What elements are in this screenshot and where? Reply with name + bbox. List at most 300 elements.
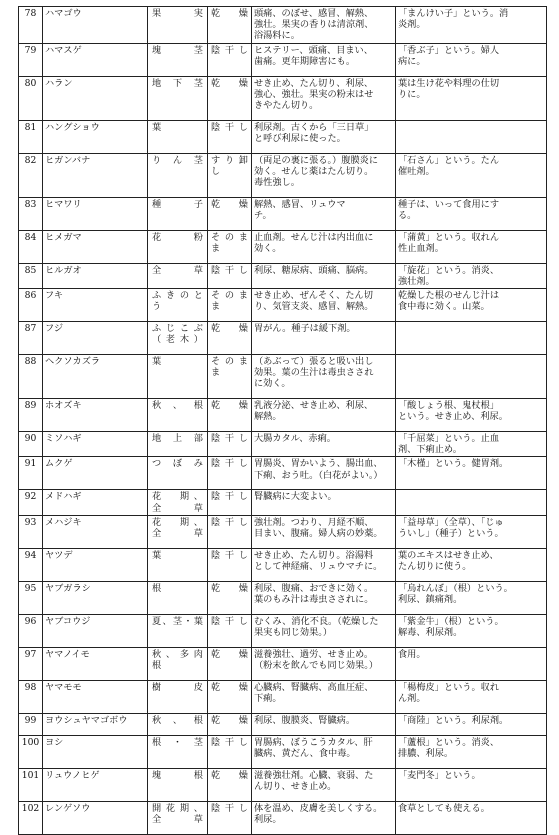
preparation [208,713,252,735]
efficacy-line: ヒステリー、頭痛、目まい、 [254,44,373,56]
used-part-line: 葉 [152,121,162,133]
used-part-line: つぼみ [152,458,203,470]
efficacy [252,768,396,801]
preparation [208,647,252,680]
remarks-line: 「商陸」という。利尿剤。 [398,714,509,726]
plant-name: ヨウシュヤマゴボウ [43,713,148,735]
efficacy-line: 胃腸病、ぼうこうカタル、肝 [254,736,373,748]
preparation-line: 陰干し [211,615,248,627]
remarks-line: る。 [398,209,417,221]
used-part-line: 全 草 [152,814,203,826]
table-row [19,322,547,355]
preparation [208,768,252,801]
table-row [19,581,547,614]
plant-name: ヤツデ [43,548,148,581]
used-part-line: （老木） [152,334,203,346]
entry-number: 90 [19,432,43,457]
efficacy [252,197,396,230]
preparation-line: 乾 燥 [211,769,248,781]
remarks-line: ん剤。 [398,693,426,705]
remarks-line: 剤、下痢止め。 [398,444,462,456]
used-part [148,735,208,768]
remarks-line: ういし」（種子）という。 [398,528,504,540]
efficacy-line: （両足の裏に張る。）腹膜炎に [254,154,379,166]
plant-name: ハマスゲ [43,43,148,76]
used-part [148,581,208,614]
remarks [396,355,547,399]
plant-name: ヨシ [43,735,148,768]
efficacy-line: 臓病、黄だん、食中毒。 [254,748,356,760]
used-part-line: 地上部 [152,433,203,445]
used-part-line: 根 [152,582,162,594]
remarks-line: りに。 [398,88,426,100]
remarks [396,490,547,515]
remarks-line: 性止血剤。 [398,242,444,254]
entry-number: 101 [19,768,43,801]
efficacy-line: 下痢、おう吐。（白花がよい。） [254,469,383,481]
table-row [19,515,547,548]
remarks [396,647,547,680]
remarks [396,768,547,801]
used-part-line: 開花期、 [152,802,203,814]
efficacy-line: 下痢。 [254,693,282,705]
efficacy-line: 毒性強し。 [254,177,300,189]
used-part-line: 花 期、 [152,516,203,528]
table-row [19,263,547,288]
table-row [19,7,547,44]
preparation [208,548,252,581]
table-row [19,289,547,322]
efficacy-line: 利尿、糖尿病、頭痛、脳病。 [254,264,374,276]
preparation-line: 陰干し [211,433,248,445]
used-part-line: 葉 [152,356,162,368]
remarks-line: 食用。 [398,648,426,660]
entry-number: 83 [19,197,43,230]
preparation-line: 陰干し [211,121,248,133]
preparation-line: 陰干し [211,491,248,503]
preparation-line: 乾 燥 [211,323,248,335]
used-part [148,322,208,355]
table-row [19,647,547,680]
efficacy-line: 体を温め、皮膚を美しくする。 [254,802,383,814]
efficacy [252,289,396,322]
remarks [396,713,547,735]
preparation-line: 陰干し [211,802,248,814]
remarks-line: 解毒、利尿剤。 [398,627,463,639]
efficacy-line: 止血剤。せんじ汁は内出血に [254,231,374,243]
plant-name: メハジキ [43,515,148,548]
plant-name: ヒマワリ [43,197,148,230]
preparation [208,7,252,44]
efficacy [252,7,396,44]
efficacy-line: （粉末を飲んでも同じ効果。） [254,660,379,672]
preparation-line: ま [211,367,221,379]
used-part [148,7,208,44]
preparation [208,680,252,713]
remarks-line: 「麦門冬」という。 [398,769,481,781]
table-row [19,432,547,457]
efficacy [252,548,396,581]
efficacy [252,490,396,515]
efficacy-line: 利尿、腹膜炎、腎臓病。 [254,714,356,726]
remarks-line: 催吐剤。 [398,165,435,177]
remarks-line: 病に。 [398,55,426,67]
table-row [19,490,547,515]
remarks [396,197,547,230]
used-part [148,355,208,399]
efficacy [252,680,396,713]
used-part [148,801,208,834]
used-part [148,76,208,120]
used-part-line: 根 [152,660,162,672]
preparation [208,263,252,288]
preparation-line: 乾 燥 [211,582,248,594]
used-part-line: 秋、多肉 [152,648,203,660]
efficacy-line: 腎臓病に大変よい。 [254,491,337,503]
table-row [19,735,547,768]
table-row [19,197,547,230]
preparation-line: そのま [211,290,248,302]
used-part [148,153,208,197]
efficacy [252,322,396,355]
preparation-line: 陰干し [211,264,248,276]
efficacy-line: 浴湯料に。 [254,30,300,42]
plant-name: ヒルガオ [43,263,148,288]
efficacy-line: 強壮。果実の香りは清涼剤、 [254,19,374,31]
remarks-line: 「蒲黄」という。収れん [398,231,500,243]
preparation [208,457,252,490]
used-part-line: りん茎 [152,154,203,166]
table-row [19,355,547,399]
efficacy [252,713,396,735]
used-part-line: 地下茎 [152,77,203,89]
remarks [396,322,547,355]
efficacy [252,399,396,432]
table-row [19,768,547,801]
efficacy-line: 葉のもみ汁は毒虫さされに。 [254,594,374,606]
preparation-line: 陰干し [211,458,248,470]
efficacy-line: 歯痛。更年期障害にも。 [254,55,356,67]
remarks-line: 「酸しょう根、鬼杖根」 [398,400,500,412]
preparation-line: ま [211,301,221,313]
remarks-line: 炎剤。 [398,19,426,31]
entry-number: 91 [19,457,43,490]
preparation-line: そのま [211,231,248,243]
table-row [19,548,547,581]
efficacy-line: 大腸カタル、赤痢。 [254,433,336,445]
remarks-line: 「旋花」という。消炎、 [398,264,500,276]
used-part [148,548,208,581]
used-part-line: 全 草 [152,528,203,540]
used-part-line: 樹 皮 [152,681,203,693]
remarks [396,735,547,768]
remarks-line: 排膿、利尿。 [398,748,454,760]
remarks-line: 「千屈菜」という。止血 [398,433,500,445]
efficacy-line: むくみ、消化不良。（乾燥した [254,615,379,627]
preparation [208,432,252,457]
plant-name: フキ [43,289,148,322]
entry-number: 96 [19,614,43,647]
efficacy-line: 果実も同じ効果。） [254,627,333,639]
efficacy-line: 目まい、腹痛。婦人病の妙薬。 [254,528,383,540]
remarks-line: 「蘆根」という。消炎、 [398,736,500,748]
preparation [208,490,252,515]
used-part [148,680,208,713]
entry-number: 85 [19,263,43,288]
efficacy-line: 解熱。 [254,411,282,423]
table-row [19,457,547,490]
used-part-line: ふきのと [152,290,203,302]
preparation-line: 陰干し [211,736,248,748]
used-part-line: 葉 [152,549,162,561]
efficacy [252,432,396,457]
preparation [208,735,252,768]
preparation-line: 乾 燥 [211,8,248,19]
used-part-line: 全 草 [152,502,203,514]
plant-name: ヒガンバナ [43,153,148,197]
entry-number: 88 [19,355,43,399]
efficacy-line: と呼び利尿に使った。 [254,132,346,144]
preparation-line: 陰干し [211,549,248,561]
remarks [396,43,547,76]
preparation [208,322,252,355]
preparation [208,801,252,834]
remarks-line: 種子は、いって食用にす [398,198,500,210]
entry-number: 93 [19,515,43,548]
plant-name: フジ [43,322,148,355]
efficacy-line: 心臓病、腎臓病、高血圧症、 [254,681,374,693]
remarks [396,457,547,490]
used-part [148,614,208,647]
preparation [208,614,252,647]
remarks-line: 強壮剤。 [398,275,435,287]
used-part-line: 根・茎 [152,736,203,748]
remarks [396,680,547,713]
efficacy-line: 滋養強壮、過労、せき止め。 [254,648,374,660]
preparation-line: 乾 燥 [211,400,248,412]
preparation-line: そのま [211,356,248,368]
remarks [396,548,547,581]
entry-number: 84 [19,230,43,263]
preparation-line: 陰干し [211,44,248,56]
efficacy-line: せき止め、たん切り、利尿、 [254,77,374,89]
table-row [19,76,547,120]
used-part-line: 秋、根 [152,714,203,726]
used-part [148,515,208,548]
preparation-line: 乾 燥 [211,714,248,726]
preparation [208,230,252,263]
used-part [148,399,208,432]
preparation [208,43,252,76]
efficacy [252,515,396,548]
remarks-line: 葉は生け花や料理の仕切 [398,77,500,89]
used-part [148,647,208,680]
efficacy [252,581,396,614]
used-part-line: 果 実 [152,8,203,19]
preparation [208,289,252,322]
table-row [19,230,547,263]
efficacy-line: せき止め、ぜんそく、たん切 [254,290,373,302]
efficacy [252,647,396,680]
remarks-line: 利尿、鎮痛剤。 [398,594,463,606]
plant-name: メドハギ [43,490,148,515]
table-row [19,713,547,735]
preparation-line: すり卸 [211,154,248,166]
efficacy-line: に効く。 [254,378,291,390]
herb-table-body [19,7,547,835]
efficacy-line: 効く。せんじ薬はたん切り。 [254,165,374,177]
remarks [396,153,547,197]
efficacy [252,263,396,288]
efficacy-line: 胃がん。種子は緩下剤。 [254,323,356,335]
used-part [148,230,208,263]
efficacy-line: ん切り、せき止め。 [254,781,337,793]
used-part [148,43,208,76]
preparation [208,515,252,548]
efficacy-line: として神経痛、リュウマチに。 [254,561,383,573]
used-part-line: 花 粉 [152,231,203,243]
plant-name: リュウノヒゲ [43,768,148,801]
efficacy [252,735,396,768]
remarks [396,581,547,614]
entry-number: 98 [19,680,43,713]
preparation-line: 乾 燥 [211,648,248,660]
efficacy-line: 効果。葉の生汁は毒虫さされ [254,367,374,379]
used-part-line: 秋、根 [152,400,203,412]
used-part-line: ふじこぶ [152,323,203,335]
efficacy-line: 強心、強壮。果実の粉末はせ [254,88,374,100]
preparation [208,197,252,230]
used-part-line: う [152,301,162,313]
herb-table [18,6,547,835]
remarks-line: 食草としても使える。 [398,802,490,814]
remarks [396,432,547,457]
preparation [208,120,252,153]
remarks-line: 「木槿」という。健胃剤。 [398,458,509,470]
plant-name: ヘクソカズラ [43,355,148,399]
efficacy [252,43,396,76]
used-part [148,713,208,735]
preparation-line: 乾 燥 [211,681,248,693]
entry-number: 78 [19,7,43,44]
used-part [148,289,208,322]
preparation [208,355,252,399]
preparation-line: し [211,165,221,177]
efficacy [252,614,396,647]
efficacy-line: せき止め、たん切り。浴湯料 [254,549,374,561]
entry-number: 102 [19,801,43,834]
plant-name: ミソハギ [43,432,148,457]
remarks-line: 「香ぶ子」という。婦人 [398,44,500,56]
entry-number: 81 [19,120,43,153]
used-part-line: 花 期、 [152,491,203,503]
table-row [19,614,547,647]
remarks-line: 「楊梅皮」という。収れ [398,681,500,693]
table-row [19,153,547,197]
entry-number: 100 [19,735,43,768]
efficacy-line: り、気管支炎、感冒、解熱。 [254,301,374,313]
remarks [396,76,547,120]
remarks [396,289,547,322]
efficacy-line: 利尿剤。古くから「三日草」 [254,121,374,133]
entry-number: 94 [19,548,43,581]
efficacy-line: 利尿、腹痛、おできに効く。 [254,582,374,594]
preparation-line: ま [211,242,221,254]
preparation-line: 乾 燥 [211,198,248,210]
preparation [208,153,252,197]
table-row [19,680,547,713]
efficacy-line: 強壮剤。つわり、月経不順、 [254,516,374,528]
plant-name: ホオズキ [43,399,148,432]
remarks-line: 「益母草」（全草）、「じゅ [398,516,504,528]
efficacy-line: チ。 [254,209,272,221]
entry-number: 97 [19,647,43,680]
plant-name: レンゲソウ [43,801,148,834]
preparation-line: 陰干し [211,516,248,528]
efficacy [252,457,396,490]
remarks [396,399,547,432]
entry-number: 80 [19,76,43,120]
remarks [396,515,547,548]
used-part [148,768,208,801]
plant-name: ヤブガラシ [43,581,148,614]
remarks-line: 葉のエキスはせき止め、 [398,549,499,561]
preparation [208,399,252,432]
efficacy-line: 効く。 [254,242,282,254]
used-part [148,490,208,515]
plant-name: ヒメガマ [43,230,148,263]
used-part-line: 種 子 [152,198,203,210]
efficacy-line: 滋養強壮剤。心臓、衰弱、た [254,769,374,781]
remarks [396,801,547,834]
used-part-line: 夏、茎・葉 [152,615,203,627]
remarks-line: たん切りに使う。 [398,561,472,573]
efficacy [252,801,396,834]
entry-number: 99 [19,713,43,735]
efficacy-line: 利尿。 [254,814,282,826]
entry-number: 79 [19,43,43,76]
efficacy-line: 胃腸炎、胃かいよう、腸出血、 [254,458,383,470]
remarks-line: 「烏れんぼ」（根）という。 [398,582,513,594]
table-row [19,801,547,834]
used-part [148,197,208,230]
efficacy-line: きやたん切り。 [254,100,319,112]
entry-number: 92 [19,490,43,515]
table-row [19,43,547,76]
remarks-line: 「紫金牛」（根）という。 [398,615,504,627]
preparation-line: 乾 燥 [211,77,248,89]
used-part-line: 全 草 [152,264,203,276]
preparation [208,581,252,614]
used-part [148,263,208,288]
used-part [148,432,208,457]
remarks [396,120,547,153]
entry-number: 82 [19,153,43,197]
table-row [19,399,547,432]
efficacy-line: 乳液分泌、せき止め、利尿、 [254,400,374,412]
remarks-line: 乾燥した根のせんじ汁は [398,290,500,302]
plant-name: ヤマモモ [43,680,148,713]
remarks [396,230,547,263]
remarks-line: という。せき止め、利尿。 [398,411,508,423]
plant-name: ハマゴウ [43,7,148,44]
efficacy [252,120,396,153]
remarks [396,614,547,647]
used-part-line: 塊 根 [152,769,203,781]
remarks-line: 「まんけい子」という。消 [398,8,509,19]
entry-number: 89 [19,399,43,432]
efficacy-line: 頭痛、のぼせ、感冒、解熱、 [254,8,374,19]
